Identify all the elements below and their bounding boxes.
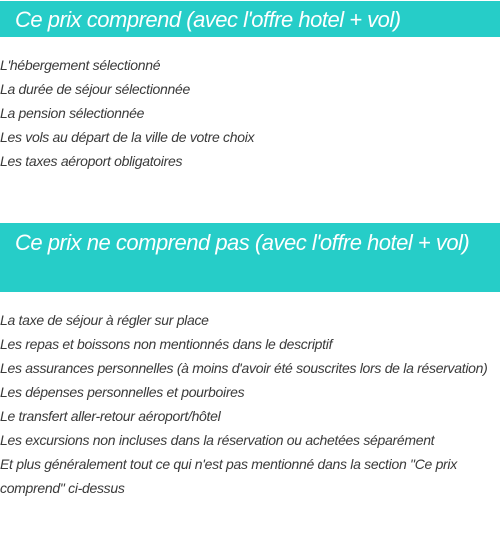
list-item: Les vols au départ de la ville de votre choix	[0, 129, 255, 145]
excluded-items-list	[0, 308, 500, 500]
excluded-section-title: Ce prix ne comprend pas (avec l'offre hotel + vol)	[0, 223, 500, 292]
included-items-list	[0, 53, 500, 173]
list-item: Le transfert aller-retour aéroport/hôtel	[0, 408, 221, 424]
included-section-title: Ce prix comprend (avec l'offre hotel + vol)	[0, 1, 500, 37]
list-item: L'hébergement sélectionné	[0, 57, 161, 73]
list-item: Les assurances personnelles (à moins d'avoir été souscrites lors de la réservation)	[0, 360, 488, 376]
list-item: Et plus généralement tout ce qui n'est pas mentionné dans la section "Ce prix comprend" ci-dessus	[0, 456, 457, 496]
list-item: La pension sélectionnée	[0, 105, 145, 121]
list-item: Les taxes aéroport obligatoires	[0, 153, 183, 169]
list-item: Les repas et boissons non mentionnés dans le descriptif	[0, 336, 333, 352]
list-item: La durée de séjour sélectionnée	[0, 81, 190, 97]
list-item: La taxe de séjour à régler sur place	[0, 312, 209, 328]
list-item: Les dépenses personnelles et pourboires	[0, 384, 245, 400]
list-item: Les excursions non incluses dans la réservation ou achetées séparément	[0, 432, 435, 448]
